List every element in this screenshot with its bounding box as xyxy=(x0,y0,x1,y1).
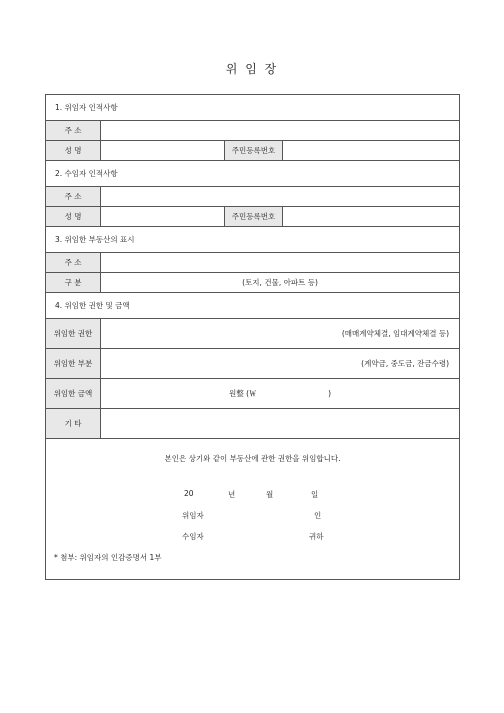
delegator-name-field[interactable] xyxy=(101,141,225,161)
delegator-id-field[interactable] xyxy=(283,141,460,161)
section-header-delegatee: 2. 수임자 인적사항 xyxy=(46,161,460,187)
property-category-field[interactable]: (토지, 건물, 아파트 등) xyxy=(101,273,460,293)
label-name: 성 명 xyxy=(46,141,101,161)
delegatee-label: 수임자 xyxy=(182,532,204,541)
delegator-label: 위임자 xyxy=(182,511,204,520)
delegator-signature-line xyxy=(46,510,459,520)
date-line xyxy=(46,489,459,499)
declaration-area xyxy=(46,439,460,580)
label-other: 기 타 xyxy=(46,409,101,439)
label-address: 주 소 xyxy=(46,121,101,141)
section-header-property: 3. 위임한 부동산의 표시 xyxy=(46,227,460,253)
delegatee-address-field[interactable] xyxy=(101,187,460,207)
amount-field[interactable]: 원整 (￦ ) xyxy=(101,379,460,409)
attachment-note: * 첨부: 위임자의 인감증명서 1부 xyxy=(54,553,162,562)
label-authority: 위임한 권한 xyxy=(46,319,101,349)
delegatee-id-field[interactable] xyxy=(283,207,460,227)
label-name: 성 명 xyxy=(46,207,101,227)
authority-field[interactable]: (매매계약체결, 임대계약체결 등) xyxy=(101,319,460,349)
label-amount: 위임한 금액 xyxy=(46,379,101,409)
date-day-unit: 일 xyxy=(311,490,319,499)
date-month-unit: 월 xyxy=(266,490,274,499)
seal-label: 인 xyxy=(314,511,322,520)
portion-field[interactable]: (계약금, 중도금, 잔금수령) xyxy=(101,349,460,379)
declaration-statement: 본인은 상기와 같이 부동산에 관한 권한을 위임합니다. xyxy=(164,454,341,463)
label-id-number: 주민등록번호 xyxy=(225,207,283,227)
property-address-field[interactable] xyxy=(101,253,460,273)
delegatee-signature-line xyxy=(46,531,459,541)
section-header-authority: 4. 위임한 권한 및 금액 xyxy=(46,293,460,319)
honorific-label: 귀하 xyxy=(309,532,324,541)
date-year-unit: 년 xyxy=(228,490,236,499)
section-header-delegator: 1. 위임자 인적사항 xyxy=(46,95,460,121)
section-row xyxy=(46,95,460,121)
label-id-number: 주민등록번호 xyxy=(225,141,283,161)
delegator-address-field[interactable] xyxy=(101,121,460,141)
label-category: 구 분 xyxy=(46,273,101,293)
delegatee-name-field[interactable] xyxy=(101,207,225,227)
label-address: 주 소 xyxy=(46,253,101,273)
date-year: 20 xyxy=(184,489,194,498)
delegation-form xyxy=(45,94,460,580)
document-title: 위 임 장 xyxy=(225,62,279,76)
other-field[interactable] xyxy=(101,409,460,439)
label-address: 주 소 xyxy=(46,187,101,207)
label-portion: 위임한 부분 xyxy=(46,349,101,379)
